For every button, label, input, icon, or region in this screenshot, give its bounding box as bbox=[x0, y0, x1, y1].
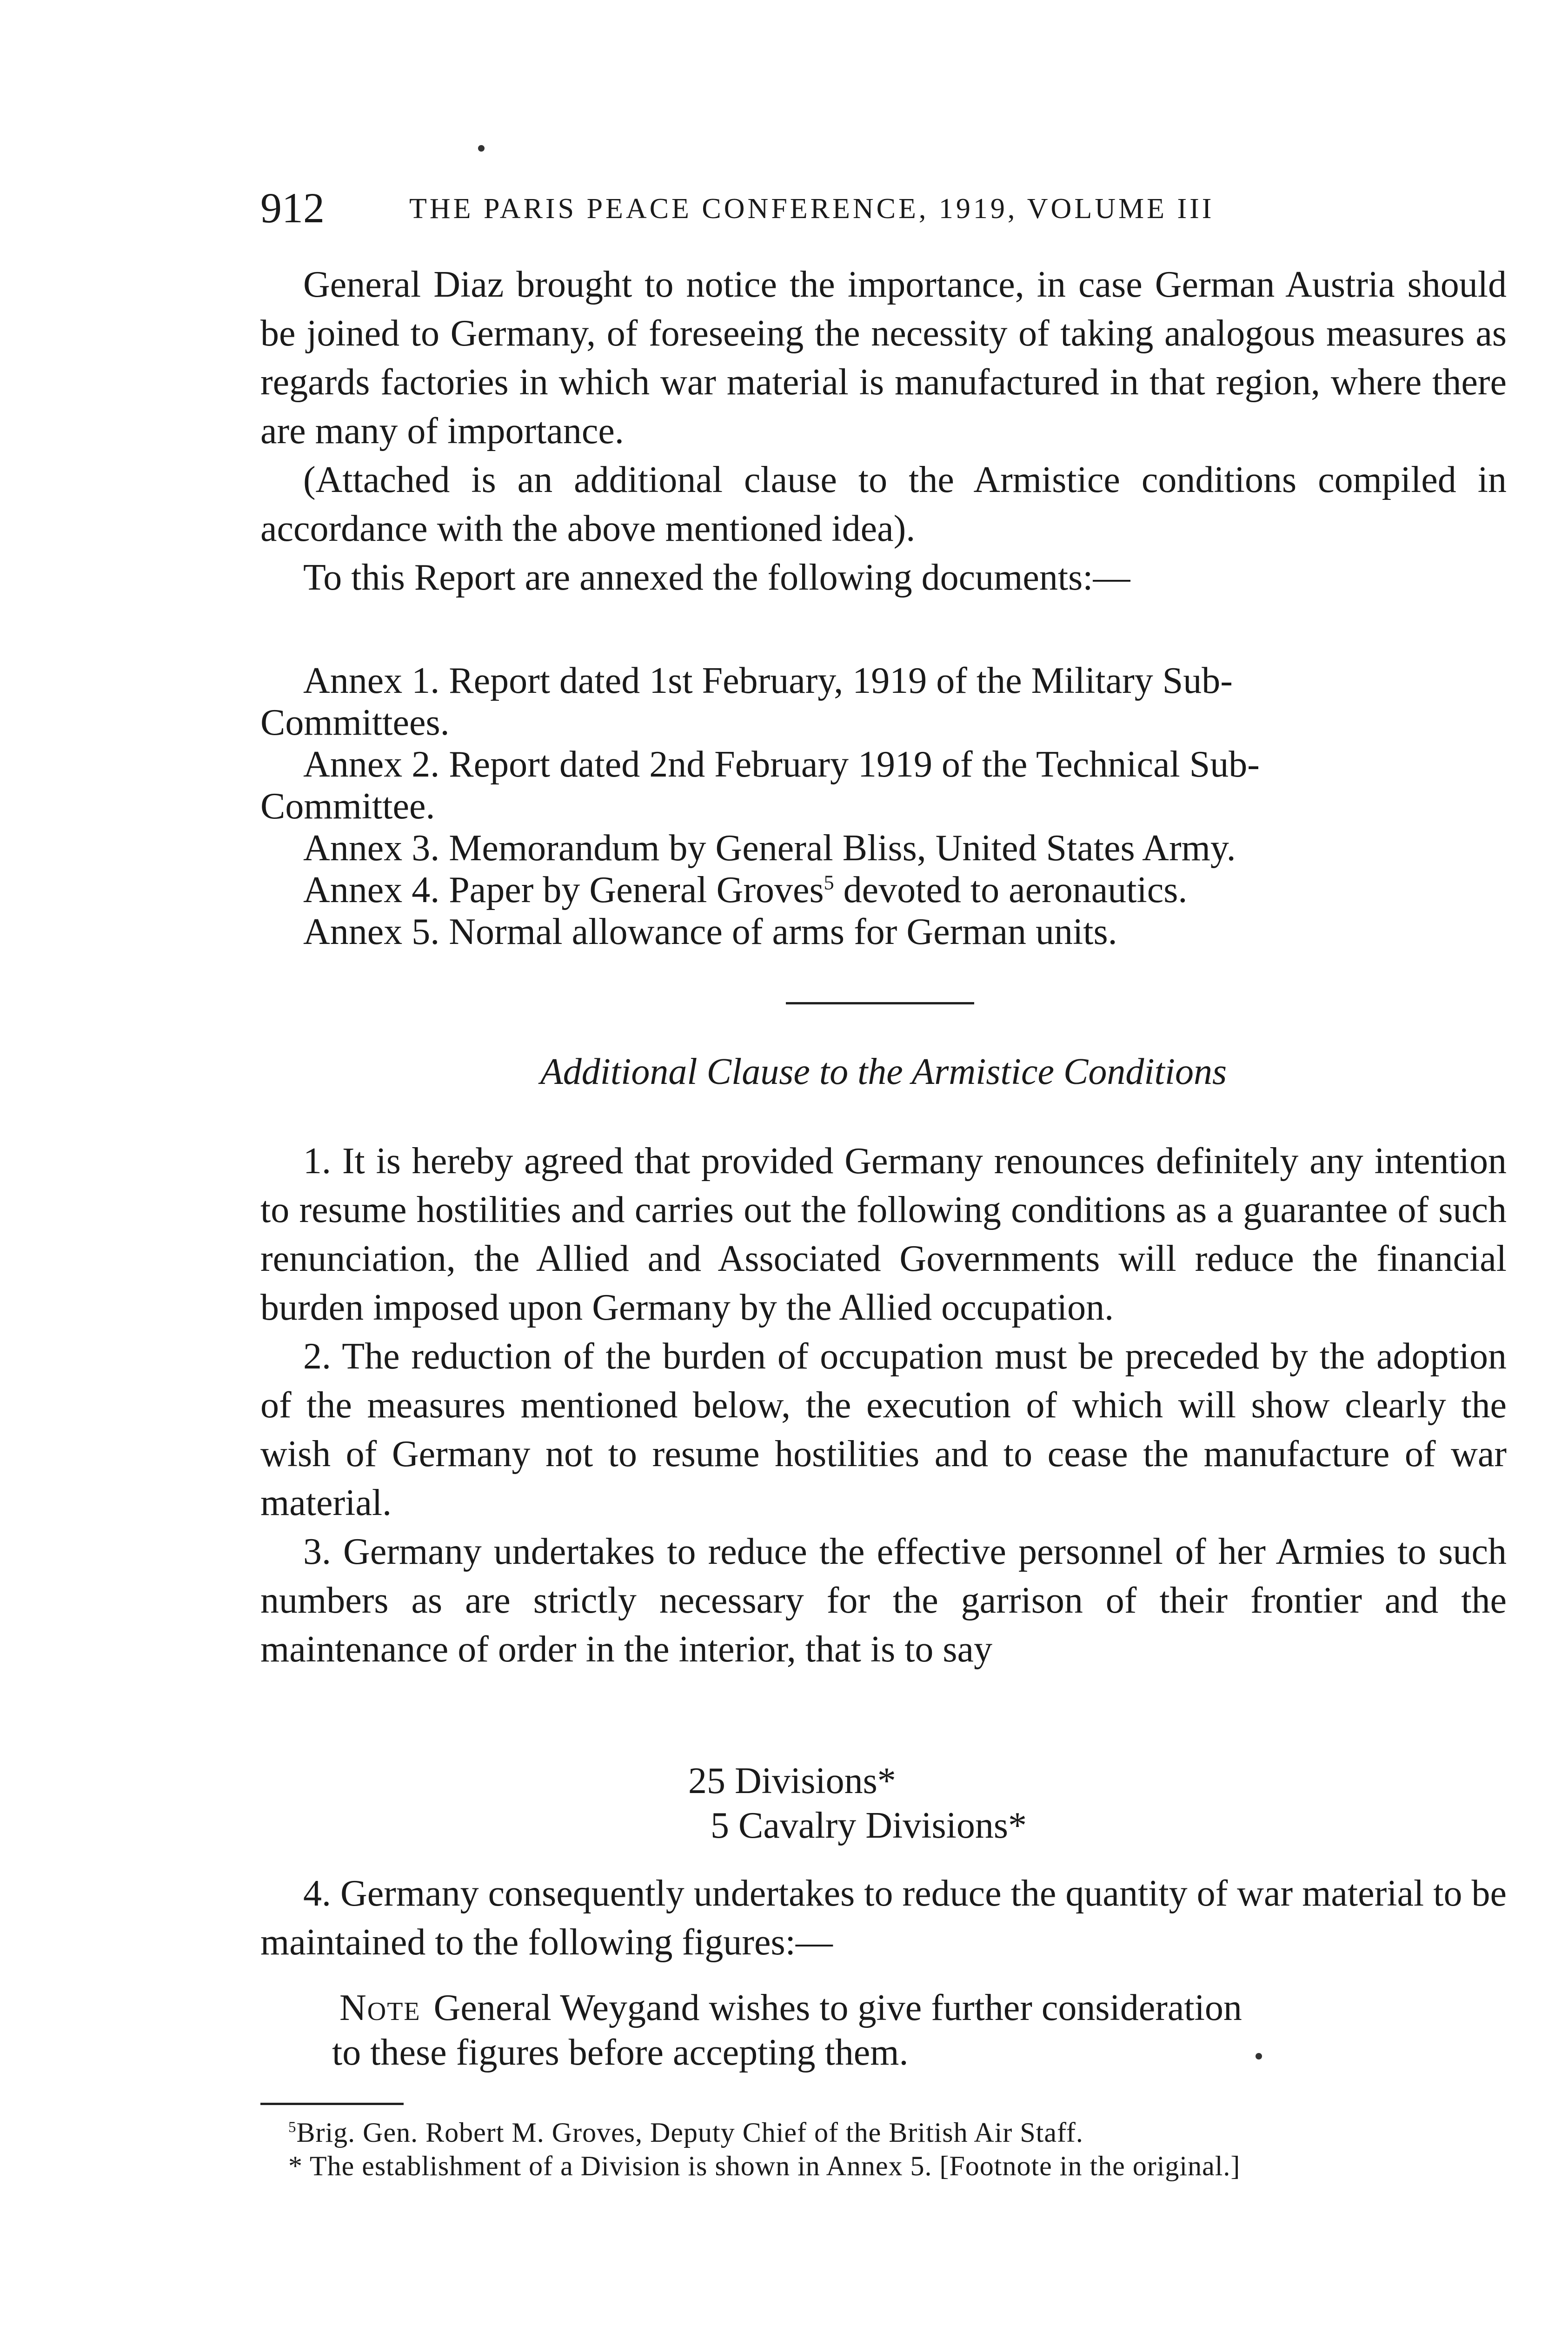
footnote-divider bbox=[260, 2103, 404, 2105]
annex-item-text: Annex 4. Paper by General Groves bbox=[303, 870, 824, 910]
note-text-line1: General Weygand wishes to give further consideration bbox=[433, 1987, 1242, 2028]
clause-3: 3. Germany undertakes to reduce the effective personnel of her Armies to such numbers as are strictly necessary for the garrison of their frontier and the maintenance of order in the interior, that is to say bbox=[260, 1531, 1507, 1670]
annex-item: Annex 3. Memorandum by General Bliss, United States Army. bbox=[303, 828, 1236, 869]
divisions-line: 25 Divisions* bbox=[688, 1760, 896, 1801]
annex-item-continuation: Committee. bbox=[260, 786, 435, 827]
footnote-5 bbox=[260, 2116, 1507, 2149]
annex-item-continuation: Committees. bbox=[260, 702, 450, 743]
intro-paragraph-diaz: General Diaz brought to notice the importance, in case German Austria should be joined to Germany, of foreseeing the necessity of taking analogous measures as regards factories in which war material is manufactured in that region, where there are many of importance. bbox=[260, 264, 1507, 452]
intro-paragraph-attached: (Attached is an additional clause to the Armistice conditions compiled in accordance with the above mentioned idea). bbox=[260, 459, 1507, 549]
section-divider bbox=[786, 1002, 974, 1004]
annex-list bbox=[260, 660, 1507, 953]
note-label: Note bbox=[339, 1987, 421, 2028]
running-head: THE PARIS PEACE CONFERENCE, 1919, VOLUME III bbox=[409, 193, 1215, 225]
clause-4-block bbox=[260, 1869, 1507, 1967]
annex-item-text: devoted to aeronautics. bbox=[834, 870, 1188, 910]
footnote-5-text: Brig. Gen. Robert M. Groves, Deputy Chief of the British Air Staff. bbox=[296, 2117, 1083, 2148]
intro-block bbox=[260, 260, 1507, 602]
annex-item: Annex 2. Report dated 2nd February 1919 of the Technical Sub- bbox=[303, 744, 1260, 785]
clauses-block bbox=[260, 1137, 1507, 1674]
page-header bbox=[260, 182, 1507, 233]
cavalry-divisions-line: 5 Cavalry Divisions* bbox=[711, 1805, 1027, 1846]
clause-1: 1. It is hereby agreed that provided Germany renounces definitely any intention to resume hostilities and carries out the following conditions as a guarantee of such renunciation, the Allied and Associated Governments will reduce the financial burden imposed upon Germany by the Allied occupation. bbox=[260, 1141, 1507, 1328]
annex-item: Annex 5. Normal allowance of arms for German units. bbox=[303, 911, 1117, 952]
page-number: 912 bbox=[260, 184, 325, 232]
weygand-note bbox=[332, 1986, 1507, 2075]
footnote-reference: 5 bbox=[824, 871, 834, 894]
stray-dot-mark bbox=[1256, 2053, 1262, 2059]
stray-dot-mark bbox=[478, 145, 485, 152]
intro-paragraph-annexed: To this Report are annexed the following documents:— bbox=[303, 557, 1130, 598]
annex-item: Annex 1. Report dated 1st February, 1919 of the Military Sub- bbox=[303, 660, 1233, 701]
section-title: Additional Clause to the Armistice Conditions bbox=[540, 1051, 1227, 1092]
annex-item bbox=[260, 870, 1507, 910]
footnote-asterisk: * The establishment of a Division is shown in Annex 5. [Footnote in the original.] bbox=[288, 2151, 1241, 2181]
footnote-marker: 5 bbox=[288, 2119, 297, 2136]
clause-2: 2. The reduction of the burden of occupation must be preceded by the adoption of the measures mentioned below, the execution of which will show clearly the wish of Germany not to resume hostilities and to cease the manufacture of war material. bbox=[260, 1336, 1507, 1523]
footnotes bbox=[260, 2116, 1507, 2183]
clause-4: 4. Germany consequently undertakes to reduce the quantity of war material to be maintained to the following figures:— bbox=[260, 1873, 1507, 1963]
note-text-line2: to these figures before accepting them. bbox=[332, 2032, 909, 2073]
